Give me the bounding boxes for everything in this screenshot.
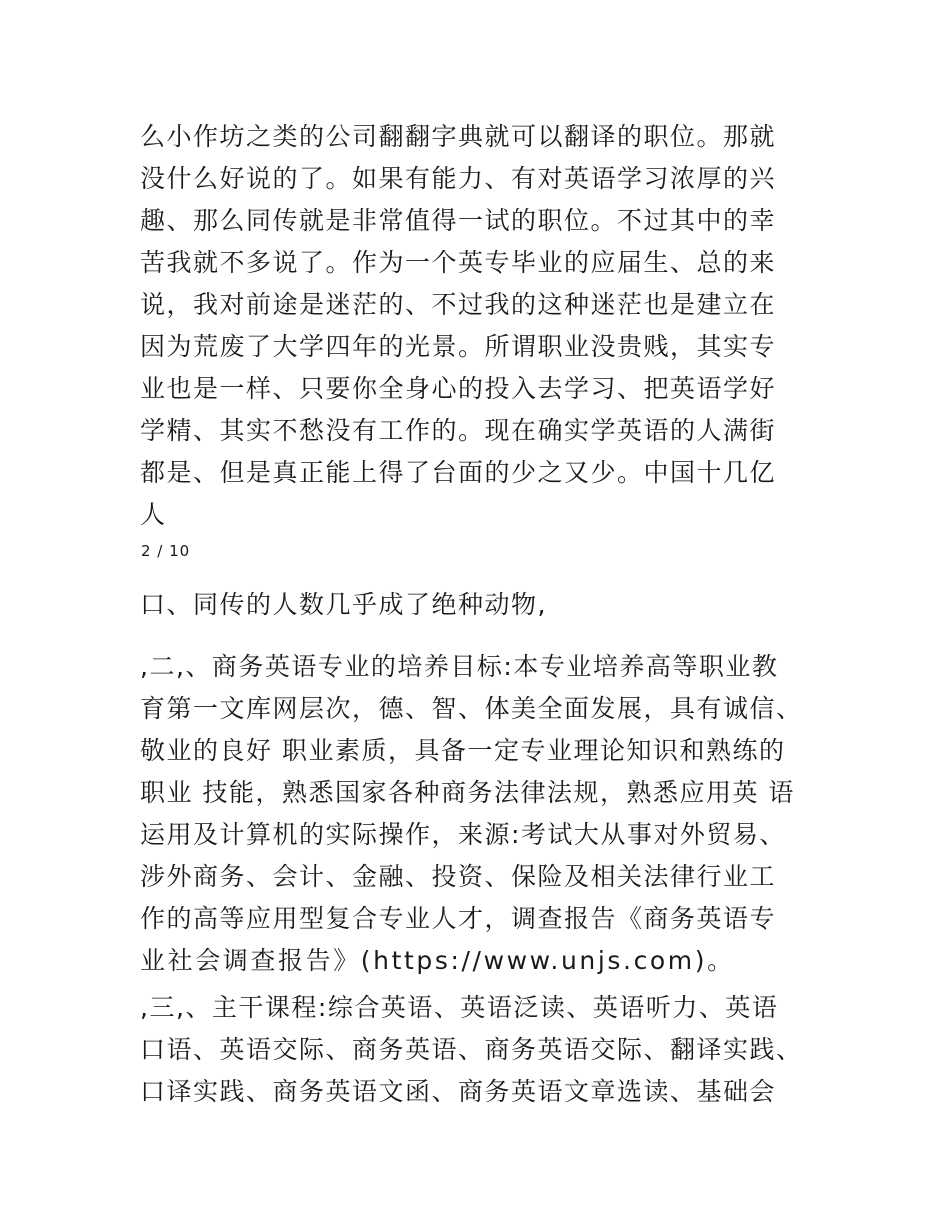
paragraph-training-goals [140, 646, 820, 982]
text-line: 人 [140, 500, 167, 529]
paragraph-continuation [140, 116, 820, 536]
text-line: 说，我对前途是迷茫的、不过我的这种迷茫也是建立在 [140, 290, 777, 319]
text-line: 因为荒废了大学四年的光景。所谓职业没贵贱，其实专 [140, 332, 777, 361]
text-line: 育第一文库网层次，德、智、体美全面发展，具有诚信、 [140, 694, 803, 723]
text-line: 趣、那么同传就是非常值得一试的职位。不过其中的幸 [140, 206, 777, 235]
text-line: ,二,、商务英语专业的培养目标:本专业培养高等职业教 [140, 652, 779, 681]
text-line: 业社会调查报告》(https://www.unjs.com)。 [140, 946, 735, 975]
text-line: 么小作坊之类的公司翻翻字典就可以翻译的职位。那就 [140, 122, 777, 151]
text-line: 没什么好说的了。如果有能力、有对英语学习浓厚的兴 [140, 164, 777, 193]
text-line: 涉外商务、会计、金融、投资、保险及相关法律行业工 [140, 862, 777, 891]
paragraph-main-courses [140, 987, 820, 1113]
paragraph-fragment [140, 584, 820, 626]
text-line: 学精、其实不愁没有工作的。现在确实学英语的人满街 [140, 416, 777, 445]
text-line: 都是、但是真正能上得了台面的少之又少。中国十几亿 [140, 458, 777, 487]
text-line: 作的高等应用型复合专业人才，调查报告《商务英语专 [140, 904, 777, 933]
text-line: ,三,、主干课程:综合英语、英语泛读、英语听力、英语 [140, 993, 779, 1022]
text-line: 业也是一样、只要你全身心的投入去学习、把英语学好 [140, 374, 777, 403]
text-line: 口译实践、商务英语文函、商务英语文章选读、基础会 [140, 1077, 777, 1106]
text-line: 苦我就不多说了。作为一个英专毕业的应届生、总的来 [140, 248, 777, 277]
text-line: 口、同传的人数几乎成了绝种动物, [140, 590, 547, 619]
text-line: 敬业的良好 职业素质，具备一定专业理论知识和熟练的 [140, 736, 786, 765]
text-line: 运用及计算机的实际操作，来源:考试大从事对外贸易、 [140, 820, 786, 849]
text-line: 职业 技能，熟悉国家各种商务法律法规，熟悉应用英 语 [140, 778, 795, 807]
page-number: 2 / 10 [141, 542, 191, 560]
text-line: 口语、英语交际、商务英语、商务英语交际、翻译实践、 [140, 1035, 803, 1064]
